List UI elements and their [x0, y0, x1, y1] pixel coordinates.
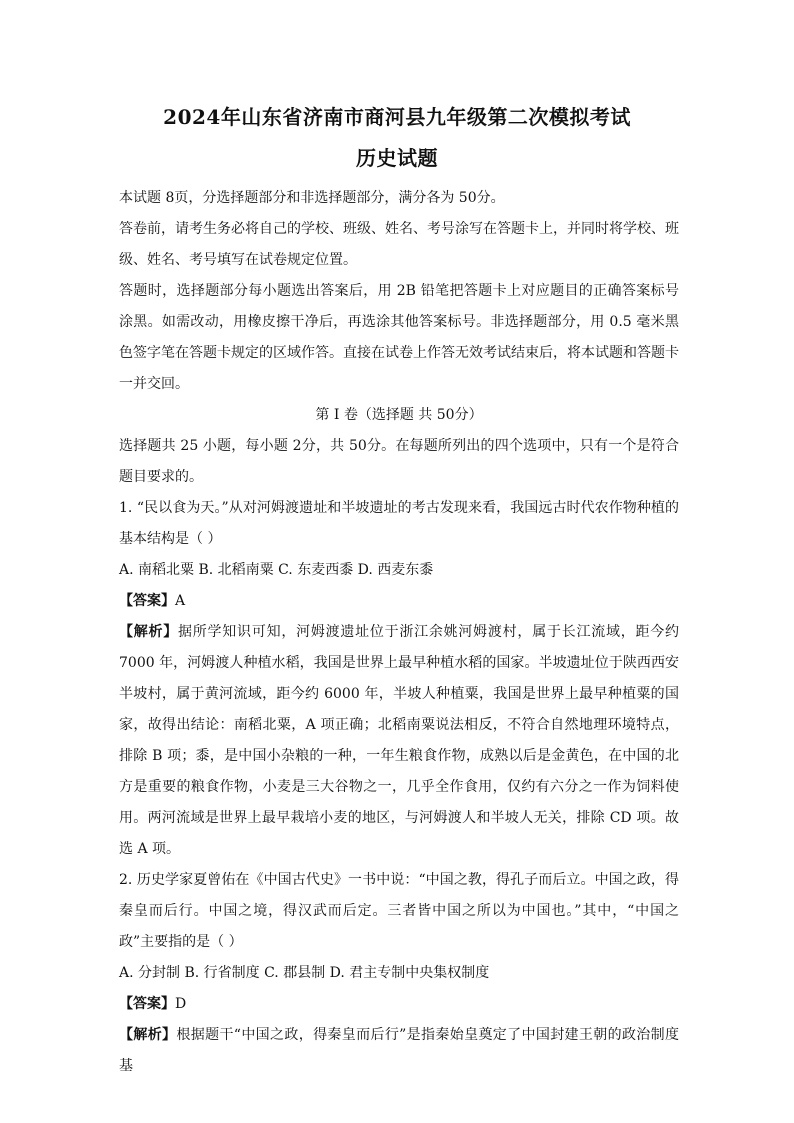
analysis-text: 根据题干“中国之政，得秦皇而后行”是指秦始皇奠定了中国封建王朝的政治制度基 — [119, 1027, 680, 1074]
answer-value: D — [175, 996, 187, 1012]
analysis-text: 据所学知识可知，河姆渡遗址位于浙江余姚河姆渡村，属于长江流域，距今约 7000 年，河姆渡人种植水稻，我国是世界上最早种植水稻的国家。半坡遗址位于陕西西安半坡村，属于黄河流域，距今约 6000 年，半坡人种植粟，我国是世界上最早种植粟的国家，故得出结论：南稻北粟，A 项正确；北稻南粟说法相反，不符合自然地理环境特点，排除 B 项；黍，是中国小杂粮的一种，一年生粮食作物，成熟以后是金黄色，在中国的北方是重要的粮食作物，小麦是三大谷物之一，几乎全作食用，仅约有六分之一作为饲料使用。两河流域是世界上最早栽培小麦的地区，与河姆渡人和半坡人无关，排除 CD 项。故选 A 项。 — [119, 624, 680, 857]
exam-subtitle: 历史试题 — [356, 146, 438, 170]
section-heading: 第 I 卷（选择题 共 50分） — [315, 407, 483, 423]
question-1-options: A. 南稻北粟 B. 北稻南粟 C. 东麦西黍 D. 西麦东黍 — [119, 562, 434, 578]
answer-value: A — [175, 593, 186, 609]
answer-label: 【答案】 — [119, 593, 175, 609]
section-intro: 选择题共 25 小题，每小题 2分，共 50分。在每题所列出的四个选项中，只有一个是符合题目要求的。 — [119, 438, 679, 485]
exam-title: 2024年山东省济南市商河县九年级第二次模拟考试 — [163, 105, 631, 129]
question-1-stem: 1. “民以食为天。”从对河姆渡遗址和半坡遗址的考古发现来看，我国远古时代农作物种植的基本结构是（ ） — [119, 500, 679, 547]
instruction-2: 答卷前，请考生务必将自己的学校、班级、姓名、考号涂写在答题卡上，并同时将学校、班级、姓名、考号填写在试卷规定位置。 — [119, 221, 679, 268]
question-2-answer — [119, 989, 679, 1020]
question-2-stem: 2. 历史学家夏曾佑在《中国古代史》一书中说：“中国之教，得孔子而后立。中国之政，得秦皇而后行。中国之境，得汉武而后定。三者皆中国之所以为中国也。”其中，“中国之政”主要指的是（ ） — [119, 872, 679, 950]
instruction-3: 答题时，选择题部分每小题选出答案后，用 2B 铅笔把答题卡上对应题目的正确答案标号涂黑。如需改动，用橡皮擦干净后，再选涂其他答案标号。非选择题部分，用 0.5 毫米黑色签字笔在答题卡规定的区域作答。直接在试卷上作答无效考试结束后，将本试题和答题卡一并交回。 — [119, 283, 679, 392]
analysis-label: 【解析】 — [119, 1027, 177, 1043]
question-1-analysis — [119, 617, 679, 865]
question-1-answer — [119, 586, 679, 617]
exam-content — [119, 183, 679, 1082]
analysis-label: 【解析】 — [119, 624, 179, 640]
answer-label: 【答案】 — [119, 996, 175, 1012]
question-2-analysis — [119, 1020, 679, 1082]
instruction-1: 本试题 8页，分选择题部分和非选择题部分，满分各为 50分。 — [119, 190, 505, 206]
question-2-options: A. 分封制 B. 行省制度 C. 郡县制 D. 君主专制中央集权制度 — [119, 965, 490, 981]
